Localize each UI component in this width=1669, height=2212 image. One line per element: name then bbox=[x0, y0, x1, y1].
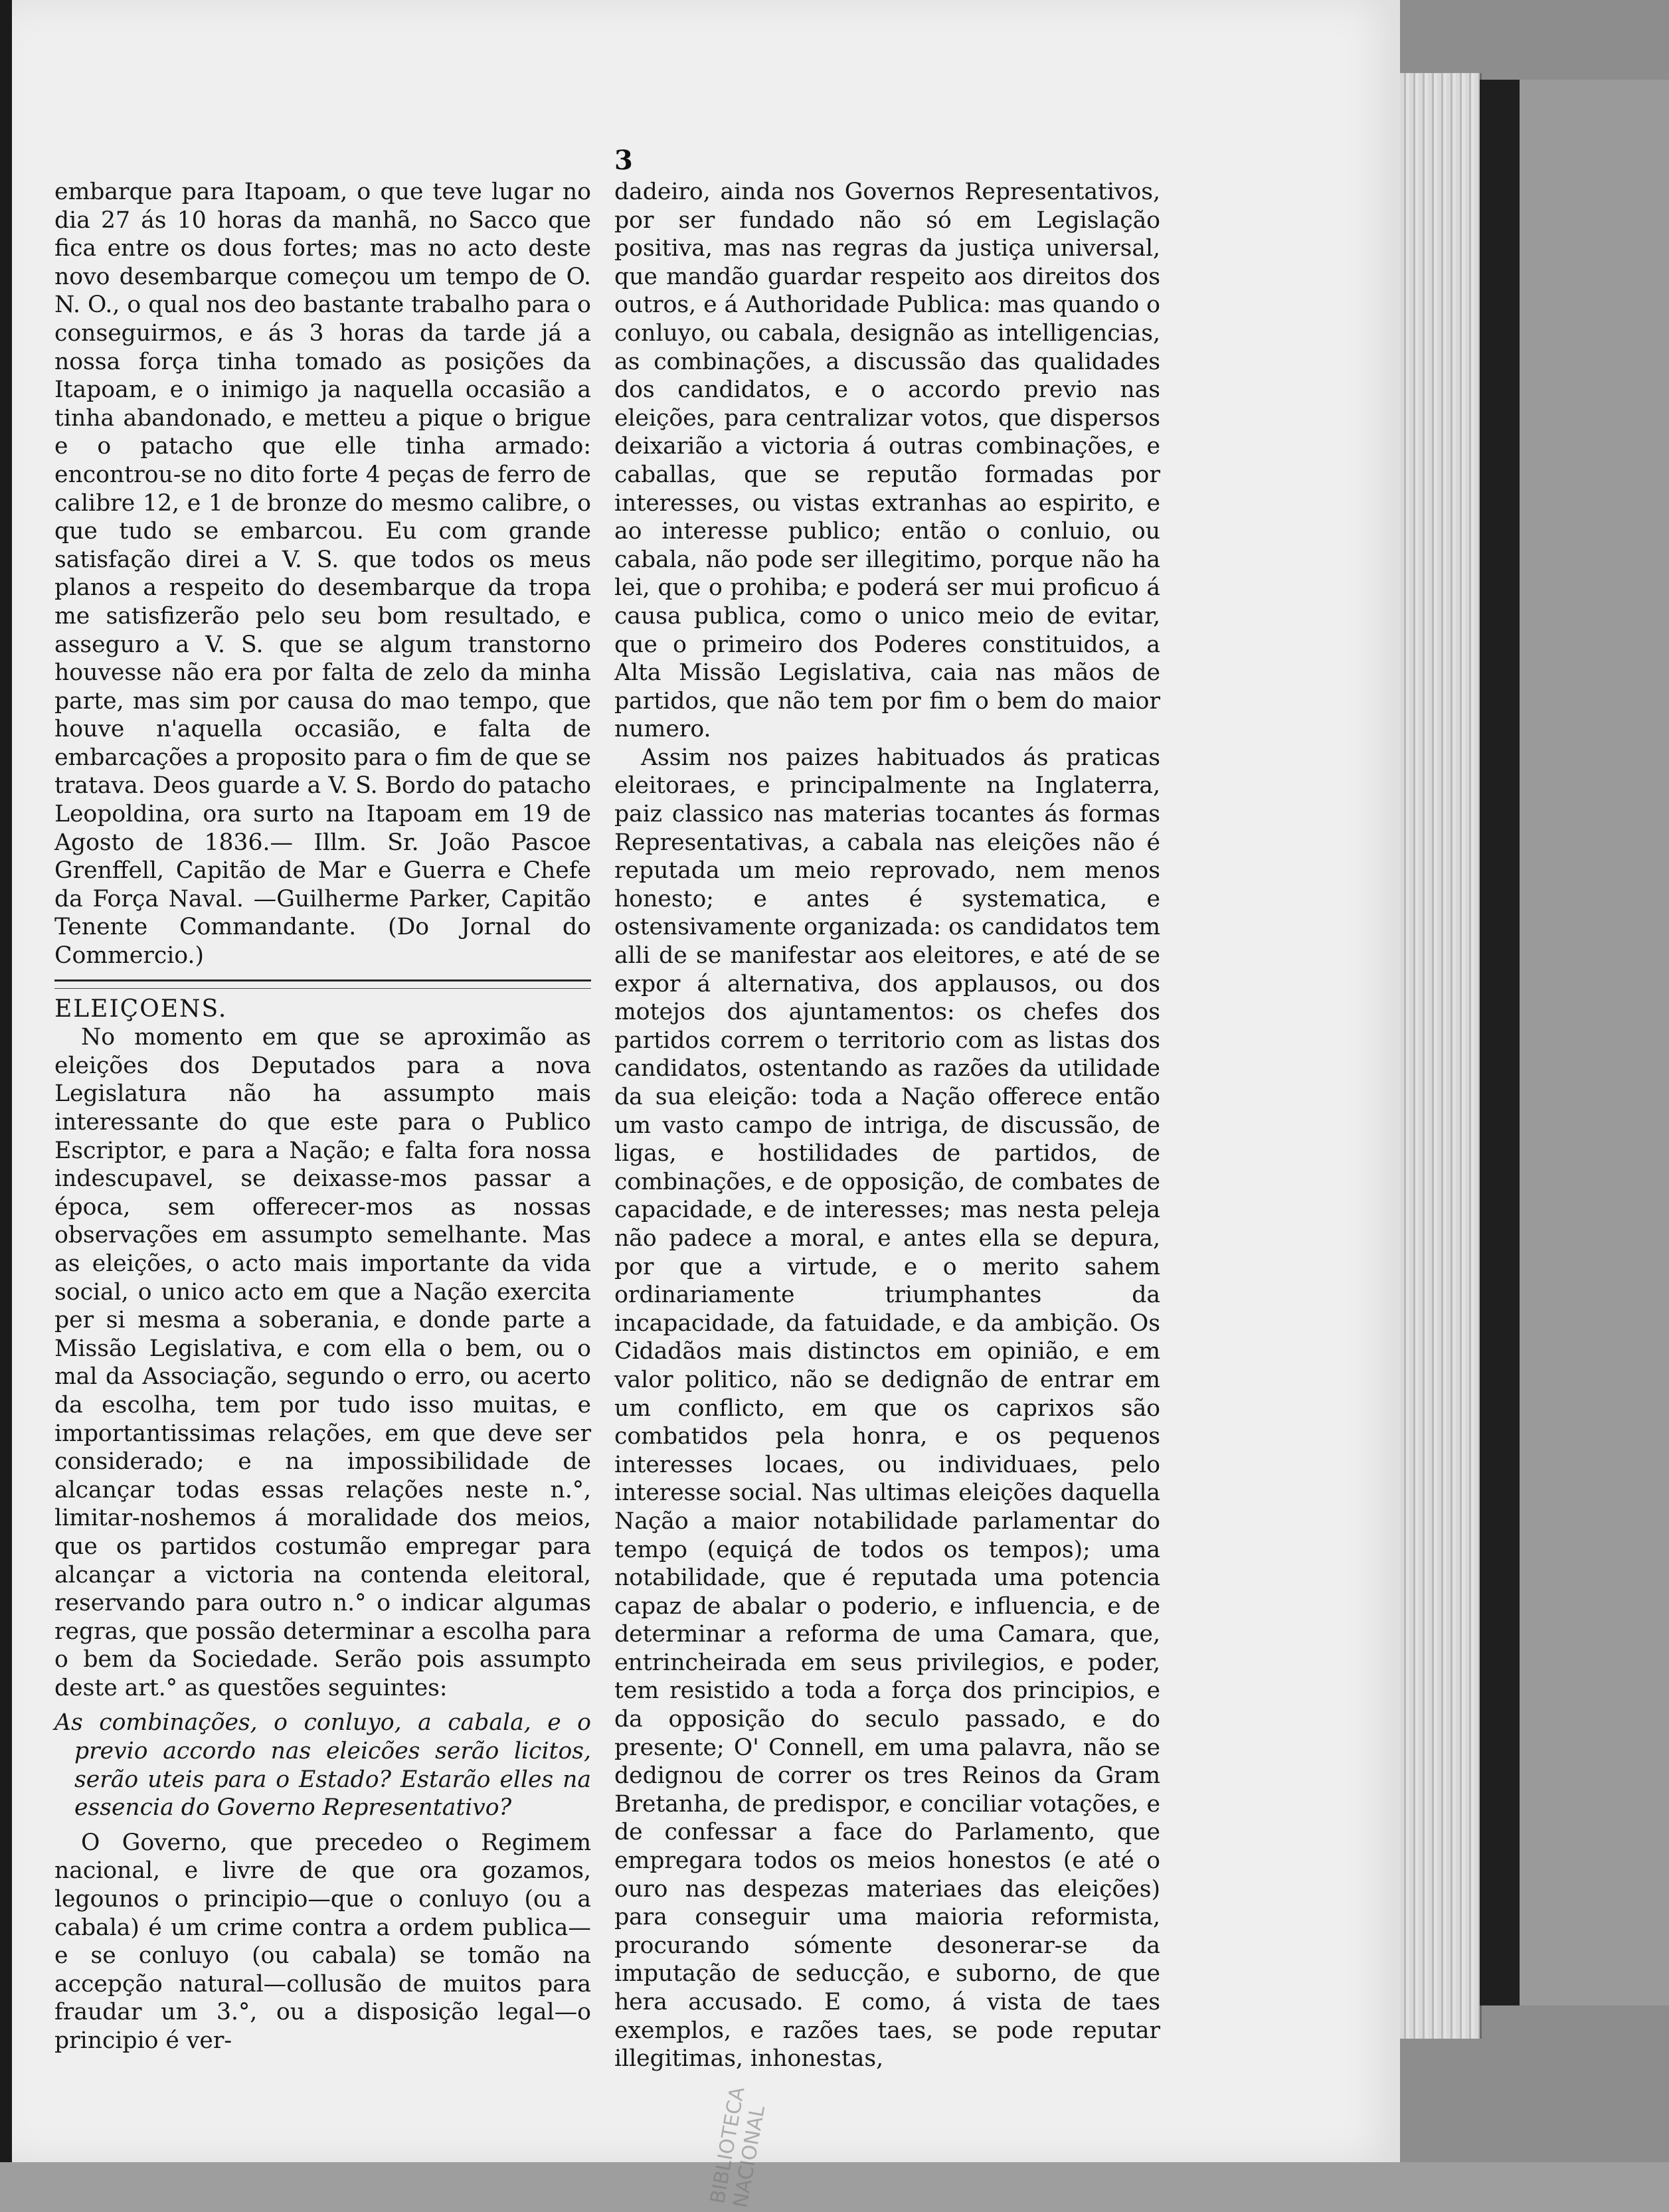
left-column bbox=[54, 178, 591, 2055]
right-column bbox=[614, 178, 1160, 2073]
scanner-bed bbox=[1520, 80, 1669, 2005]
library-stamp: BIBLIOTECA NACIONAL bbox=[706, 2084, 770, 2210]
letter-paragraph: embarque para Itapoam, o que teve lugar no dia 27 ás 10 horas da manhã, no Sacco que fica entre os dous fortes; mas no acto deste novo desembarque começou um tempo de O. N. O., o qual nos deo bastante trabalho para o conseguirmos, e ás 3 horas da tarde já a nossa força tinha tomado as posições da Itapoam, e o inimigo ja naquella occasião a tinha abandonado, e metteu a pique o brigue e o patacho que elle tinha armado: encontrou-se no dito forte 4 peças de ferro de calibre 12, e 1 de bronze do mesmo calibre, o que tudo se embarcou. Eu com grande satisfação direi a V. S. que todos os meus planos a respeito do desembarque da tropa me satisfizerão pelo seu bom resultado, e asseguro a V. S. que se algum transtorno houvesse não era por falta de zelo da minha parte, mas sim por causa do mao tempo, que houve n'aquella occasião, e falta de embarcações a proposito para o fim de que se tratava. Deos guarde a V. S. Bordo do patacho Leopoldina, ora surto na Itapoam em 19 de Agosto de 1836.— Illm. Sr. João Pascoe Grenffell, Capitão de Mar e Guerra e Chefe da Força Naval. —Guilherme Parker, Capitão Tenente Commandante. (Do Jornal do Commercio.) bbox=[54, 179, 591, 970]
article-paragraph: No momento em que se aproximão as eleições dos Deputados para a nova Legislatura não ha assumpto mais interessante do que este para o Publico Escriptor, e para a Nação; e falta fora nossa indescupavel, se deixasse-mos passar a época, sem offerecer-mos as nossas observações em assumpto semelhante. Mas as eleições, o acto mais importante da vida social, o unico acto em que a Nação exercita per si mesma a soberania, e donde parte a Missão Legislativa, e com ella o bem, ou o mal da Associação, segundo o erro, ou acerto da escolha, tem por tudo isso muitas, e importantissimas relações, em que deve ser considerado; e na impossibilidade de alcançar todas essas relações neste n.°, limitar-noshemos á moralidade dos meios, que os partidos costumão empregar para alcançar a victoria na contenda eleitoral, reservando para outro n.° o indicar algumas regras, que possão determinar a escolha para o bem da Sociedade. Serão pois assumpto deste art.° as questões seguintes: bbox=[54, 1024, 591, 1701]
section-divider bbox=[54, 979, 591, 989]
article-paragraph: O Governo, que precedeo o Regimem nacional, e livre de que ora gozamos, legounos o principio—que o conluyo (ou a cabala) é um crime contra a ordem publica—e se conluyo (ou cabala) se tomão na accepção natural—collusão de muitos para fraudar um 3.°, ou a disposição legal—o principio é ver- bbox=[54, 1829, 591, 2054]
facing-page-edge bbox=[0, 0, 12, 2162]
book-cover-edge bbox=[1480, 80, 1520, 2005]
article-paragraph: Assim nos paizes habituados ás praticas eleitoraes, e principalmente na Inglaterra, paiz classico nas materias tocantes ás formas Representativas, a cabala nas eleições não é reputada um meio reprovado, nem menos honesto; e antes é systematica, e ostensivamente organizada: os candidatos tem alli de se manifestar aos eleitores, e até de se expor á alternativa, dos applausos, ou dos motejos dos ajuntamentos: os chefes dos partidos correm o territorio com as listas dos candidatos, ostentando as razões da utilidade da sua eleição: toda a Nação offerece então um vasto campo de intriga, de discussão, de ligas, e hostilidades de partidos, de combinações, e de opposição, de combates de capacidade, e de interesses; mas nesta peleja não padece a moral, e antes ella se depura, por que a virtude, e o merito sahem ordinariamente triumphantes da incapacidade, da fatuidade, e da ambição. Os Cidadãos mais distinctos em opinião, e em valor politico, não se dedignão de entrar em um conflicto, em que os caprixos são combatidos pela honra, e os pequenos interesses locaes, ou individuaes, pelo interesse social. Nas ultimas eleições daquella Nação a maior notabilidade parlamentar do tempo (equiçá de todos os tempos); uma notabilidade, que é reputada uma potencia capaz de abalar o poderio, e influencia, e de determinar a reforma de uma Camara, que, entrincheirada em seus privilegios, e poder, tem resistido a toda a força dos principios, e da opposição do seculo passado, e do presente; O' Connell, em uma palavra, não se dedignou de correr os tres Reinos da Gram Bretanha, de predispor, e conciliar votações, e de confessar a face do Parlamento, que empregara todos os meios honestos (e até o ouro nas despezas materiaes das eleições) para conseguir uma maioria reformista, procurando sómente desonerar-se da imputação de seducção, e suborno, de que hera accusado. E como, á vista de taes exemplos, e razões taes, se pode reputar illegitimas, inhonestas, bbox=[614, 744, 1160, 2073]
page-number: 3 bbox=[614, 145, 633, 176]
page-stack-edges bbox=[1400, 73, 1482, 2039]
article-questions: As combinações, o conluyo, a cabala, e o previo accordo nas eleicões serão licitos, serão uteis para o Estado? Estarão elles na essencia do Governo Representativo? bbox=[54, 1709, 591, 1822]
section-heading: ELEIÇOENS. bbox=[54, 995, 228, 1023]
article-paragraph: dadeiro, ainda nos Governos Representativos, por ser fundado não só em Legislação positiva, mas nas regras da justiça universal, que mandão guardar respeito aos direitos dos outros, e á Authoridade Publica: mas quando o conluyo, ou cabala, designão as intelligencias, as combinações, a discussão das qualidades dos candidatos, e o accordo previo nas eleições, para centralizar votos, que dispersos deixarião a victoria á outras combinações, e caballas, que se reputão formadas por interesses, ou vistas extranhas ao espirito, e ao interesse publico; então o conluio, ou cabala, não pode ser illegitimo, porque não ha lei, que o prohiba; e poderá ser mui proficuo á causa publica, como o unico meio de evitar, que o primeiro dos Poderes constituidos, a Alta Missão Legislativa, caia nas mãos de partidos, que não tem por fim o bem do maior numero. bbox=[614, 179, 1160, 743]
